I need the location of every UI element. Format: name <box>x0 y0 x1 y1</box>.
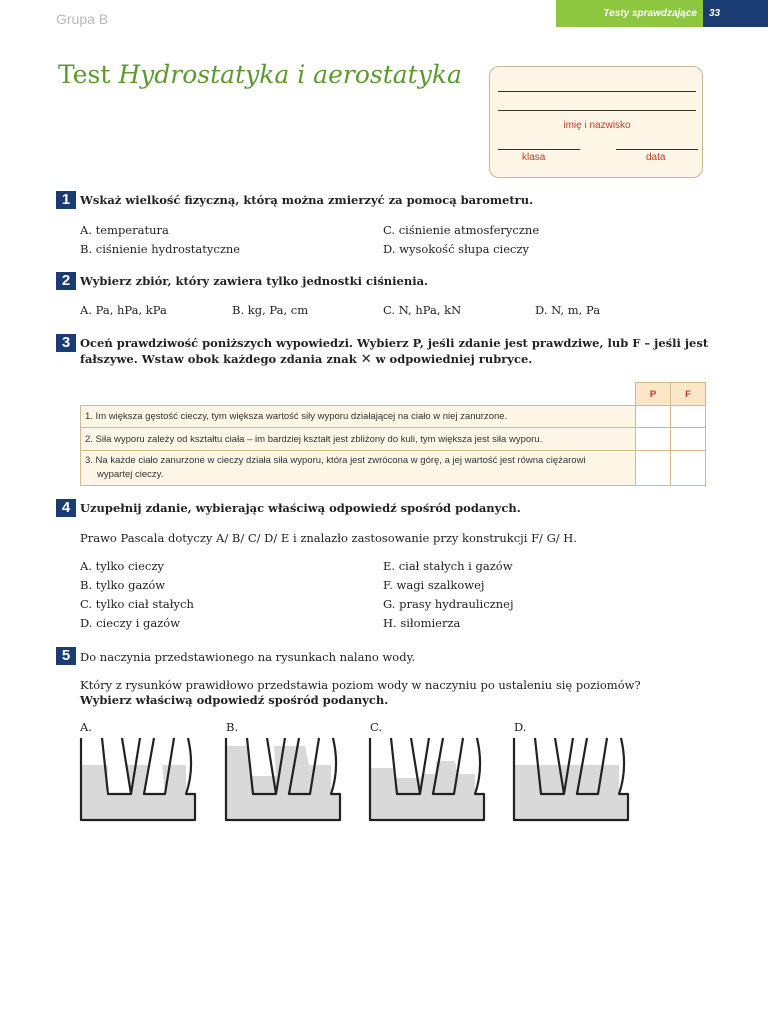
vessel-figure-a[interactable] <box>78 736 198 824</box>
table-row <box>81 406 706 428</box>
q4-option-d[interactable]: D. cieczy i gazów <box>80 616 181 630</box>
question-3-text-line-1: Oceń prawdziwość poniższych wypowiedzi. Wybierz P, jeśli zdanie jest prawdziwe, lub F – jeśli jest <box>80 336 709 350</box>
q1-option-b[interactable]: B. ciśnienie hydrostatyczne <box>80 242 241 256</box>
name-line-2[interactable] <box>498 110 696 111</box>
q2-option-c[interactable]: C. N, hPa, kN <box>383 303 462 317</box>
question-4-text: Uzupełnij zdanie, wybierając właściwą odpowiedź spośród podanych. <box>80 501 521 515</box>
q4-option-a[interactable]: A. tylko cieczy <box>80 559 164 573</box>
statement-1-f-cell[interactable] <box>671 406 706 428</box>
statement-3-f-cell[interactable] <box>671 451 706 486</box>
vessel-figure-d[interactable] <box>511 736 631 824</box>
name-box <box>489 66 703 178</box>
q1-option-c[interactable]: C. ciśnienie atmosferyczne <box>383 223 540 237</box>
q4-option-c[interactable]: C. tylko ciał stałych <box>80 597 194 611</box>
q2-option-d[interactable]: D. N, m, Pa <box>535 303 601 317</box>
vessel-figure-c[interactable] <box>367 736 487 824</box>
q4-option-h[interactable]: H. siłomierza <box>383 616 461 630</box>
question-3-number: 3 <box>56 334 76 352</box>
question-4-number: 4 <box>56 499 76 517</box>
q4-option-e[interactable]: E. ciał stałych i gazów <box>383 559 513 573</box>
question-3-text-part-b: w odpowiedniej rubryce. <box>375 352 533 366</box>
statement-3 <box>81 451 636 486</box>
figure-b-label[interactable]: B. <box>226 720 239 734</box>
q2-option-b[interactable]: B. kg, Pa, cm <box>232 303 309 317</box>
q1-option-d[interactable]: D. wysokość słupa cieczy <box>383 242 530 256</box>
x-mark-icon: ✕ <box>360 352 372 367</box>
question-5-question: Który z rysunków prawidłowo przedstawia poziom wody w naczyniu po ustaleniu się poziomów? <box>80 678 641 692</box>
statement-1: 1. Im większa gęstość cieczy, tym większa wartość siły wyporu działającej na ciało w niej zanurzone. <box>81 406 636 428</box>
table-header-blank <box>81 383 636 406</box>
q4-option-g[interactable]: G. prasy hydraulicznej <box>383 597 514 611</box>
question-2-text: Wybierz zbiór, który zawiera tylko jednostki ciśnienia. <box>80 274 429 288</box>
q1-option-a[interactable]: A. temperatura <box>80 223 169 237</box>
figure-c-label[interactable]: C. <box>370 720 383 734</box>
class-label: klasa <box>522 152 546 163</box>
question-2-number: 2 <box>56 272 76 290</box>
true-false-table <box>80 382 706 486</box>
name-label: imię i nazwisko <box>563 120 631 131</box>
statement-2-f-cell[interactable] <box>671 428 706 451</box>
question-5-text: Do naczynia przedstawionego na rysunkach nalano wody. <box>80 650 416 664</box>
table-row <box>81 451 706 486</box>
q2-option-a[interactable]: A. Pa, hPa, kPa <box>80 303 167 317</box>
question-3-text-part-a: fałszywe. Wstaw obok każdego zdania znak <box>80 352 357 366</box>
statement-3-line-2: wypartej cieczy. <box>97 469 164 480</box>
table-row <box>81 428 706 451</box>
column-p-header: P <box>636 383 671 406</box>
question-1-text: Wskaż wielkość fizyczną, którą można zmierzyć za pomocą barometru. <box>80 193 534 207</box>
q4-option-b[interactable]: B. tylko gazów <box>80 578 166 592</box>
date-label: data <box>646 152 666 163</box>
question-5-number: 5 <box>56 647 76 665</box>
statement-1-p-cell[interactable] <box>636 406 671 428</box>
statement-3-p-cell[interactable] <box>636 451 671 486</box>
group-label: Grupa B <box>56 11 109 27</box>
question-3-text-line-2 <box>80 352 532 367</box>
vessel-figure-b[interactable] <box>223 736 343 824</box>
figure-d-label[interactable]: D. <box>514 720 527 734</box>
figure-a-label[interactable]: A. <box>80 720 92 734</box>
page-number: 33 <box>703 0 768 27</box>
statement-2-p-cell[interactable] <box>636 428 671 451</box>
title-prefix: Test <box>58 60 111 89</box>
statement-2: 2. Siła wyporu zależy od kształtu ciała – im bardziej kształt jest zbliżony do kuli, tym większa jest siła wyporu. <box>81 428 636 451</box>
question-1-number: 1 <box>56 191 76 209</box>
section-label: Testy sprawdzające <box>556 0 703 27</box>
statement-3-line-1: 3. Na każde ciało zanurzone w cieczy działa siła wyporu, która jest zwrócona w górę, a jej wartość jest równa ciężarowi <box>85 455 586 466</box>
q4-option-f[interactable]: F. wagi szalkowej <box>383 578 485 592</box>
name-line-1[interactable] <box>498 91 696 92</box>
date-line[interactable] <box>616 149 698 150</box>
page-title <box>58 60 462 89</box>
class-line[interactable] <box>498 149 580 150</box>
question-5-instruction: Wybierz właściwą odpowiedź spośród podanych. <box>80 693 389 707</box>
title-main: Hydrostatyka i aerostatyka <box>118 60 462 89</box>
question-4-sentence: Prawo Pascala dotyczy A/ B/ C/ D/ E i znalazło zastosowanie przy konstrukcji F/ G/ H. <box>80 531 577 545</box>
column-f-header: F <box>671 383 706 406</box>
